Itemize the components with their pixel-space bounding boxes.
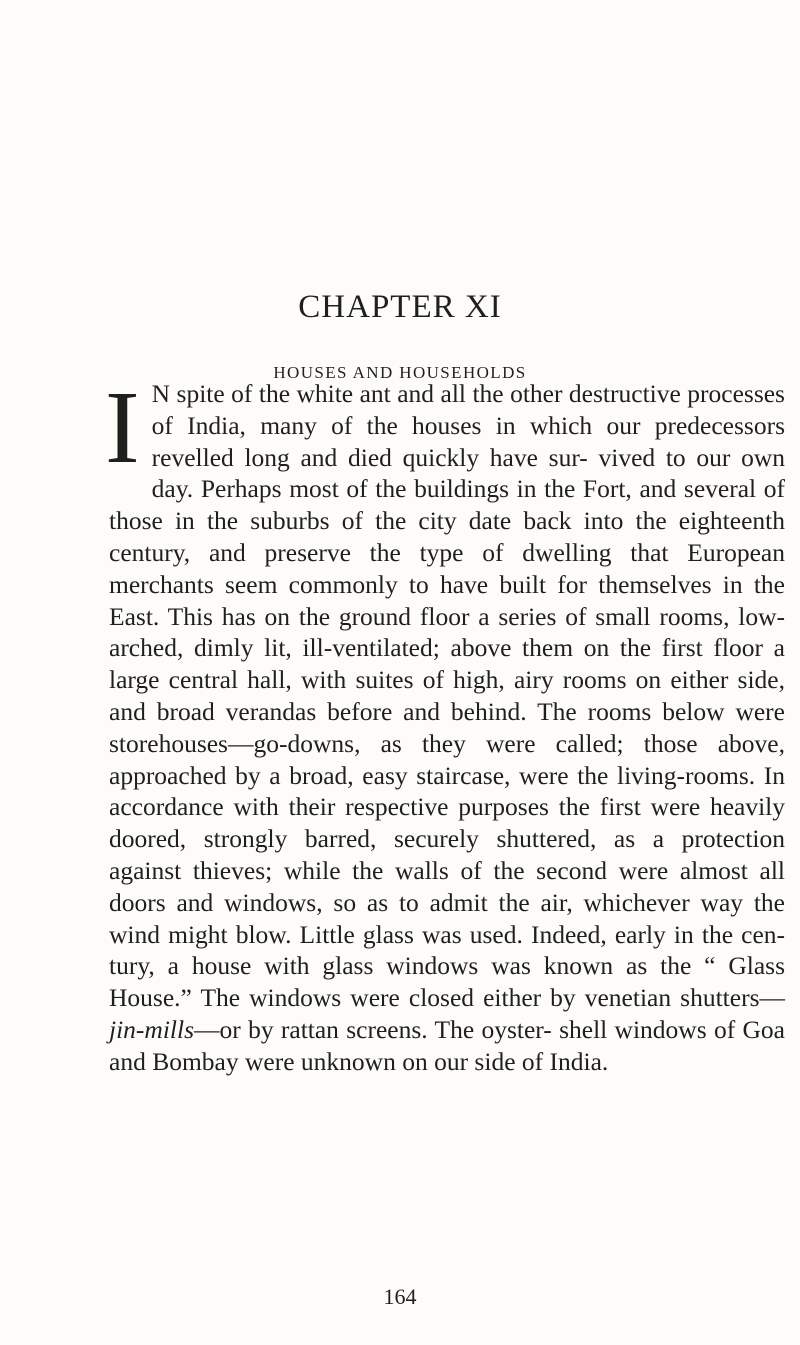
chapter-subtitle: HOUSES AND HOUSEHOLDS xyxy=(273,363,527,382)
drop-cap: I xyxy=(105,370,140,485)
paragraph-text-1: N spite of the white ant and all the other destructive processes of India, many of the houses in which our predecessors revelled long and died quickly have sur- vived to our own day. Perhaps most of the buildings in the Fort, and several of those in the suburbs of the city date back into the eighteenth century, and preserve the type of dwelling that European merchants seem commonly to have built for themselves in the East. This has on the ground floor a series of small rooms, low-arched, dimly lit, ill-ventilated; above them on the first floor a large central hall, with suites of high, airy rooms on either side, and broad verandas before and behind. The rooms below were storehouses—go-downs, as they were called; those above, approached by a broad, easy staircase, were the living-rooms. In accordance with their respective purposes the first were heavily doored, strongly barred, securely shuttered, as a protection against thieves; while the walls of the second were almost all doors and windows, so as to admit the air, whichever way the wind might blow. Little glass was used. Indeed, early in the cen- tury, a house with glass windows was known as the “ Glass House.” The windows were closed either by venetian shutters— xyxy=(109,379,785,1013)
italic-term: jin-mills xyxy=(109,1014,195,1044)
paragraph-text-2: —or by rattan screens. The oyster- shell windows of Goa and Bombay were unknown on our side of India. xyxy=(109,1014,785,1076)
chapter-title: CHAPTER XI xyxy=(298,289,502,325)
page-number: 164 xyxy=(383,1284,417,1309)
